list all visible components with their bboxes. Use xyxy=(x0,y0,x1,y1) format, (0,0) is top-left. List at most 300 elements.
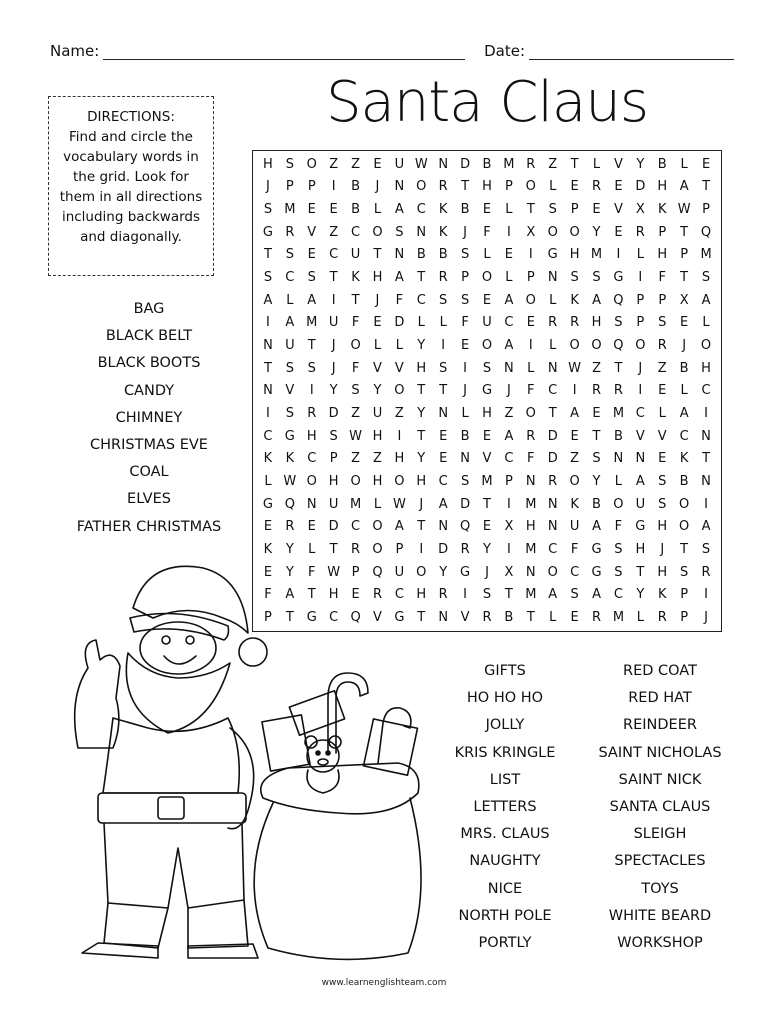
grid-letter[interactable]: Z xyxy=(592,360,601,376)
grid-letter[interactable]: Y xyxy=(417,406,426,422)
grid-letter[interactable]: S xyxy=(439,292,448,308)
grid-letter[interactable]: S xyxy=(658,496,667,512)
grid-letter[interactable]: P xyxy=(504,179,513,195)
grid-letter[interactable]: G xyxy=(394,610,405,626)
grid-letter[interactable]: E xyxy=(263,519,273,535)
grid-letter[interactable]: T xyxy=(702,451,711,467)
grid-letter[interactable]: I xyxy=(616,247,621,263)
grid-letter[interactable]: S xyxy=(460,474,470,490)
grid-letter[interactable]: E xyxy=(614,179,623,195)
grid-letter[interactable]: I xyxy=(397,428,402,444)
grid-letter[interactable]: A xyxy=(635,474,645,490)
grid-letter[interactable]: R xyxy=(438,179,448,195)
grid-letter[interactable]: C xyxy=(285,270,295,286)
grid-letter[interactable]: N xyxy=(460,451,470,467)
grid-letter[interactable]: K xyxy=(438,202,448,218)
grid-letter[interactable]: P xyxy=(264,610,272,626)
grid-letter[interactable]: R xyxy=(613,383,623,399)
grid-letter[interactable]: H xyxy=(372,474,383,490)
grid-letter[interactable]: K xyxy=(679,451,689,467)
grid-letter[interactable]: J xyxy=(331,338,336,354)
grid-letter[interactable]: S xyxy=(592,270,601,286)
grid-letter[interactable]: M xyxy=(525,587,537,603)
grid-letter[interactable]: H xyxy=(328,587,339,603)
grid-letter[interactable]: N xyxy=(263,338,273,354)
grid-letter[interactable]: O xyxy=(569,224,580,240)
grid-letter[interactable]: O xyxy=(394,383,405,399)
grid-letter[interactable]: R xyxy=(526,156,536,172)
grid-letter[interactable]: G xyxy=(635,519,646,535)
grid-letter[interactable]: R xyxy=(526,428,536,444)
grid-letter[interactable]: P xyxy=(636,315,645,331)
grid-letter[interactable]: D xyxy=(438,542,449,558)
grid-letter[interactable]: P xyxy=(658,224,667,240)
grid-letter[interactable]: N xyxy=(394,247,405,263)
grid-letter[interactable]: L xyxy=(483,247,491,263)
grid-letter[interactable]: A xyxy=(394,202,404,218)
grid-letter[interactable]: R xyxy=(438,270,448,286)
grid-letter[interactable]: E xyxy=(482,428,492,444)
grid-letter[interactable]: L xyxy=(636,610,644,626)
grid-letter[interactable]: S xyxy=(548,202,557,218)
grid-letter[interactable]: S xyxy=(570,270,579,286)
grid-letter[interactable]: S xyxy=(285,247,294,263)
grid-letter[interactable]: H xyxy=(328,474,339,490)
grid-letter[interactable]: I xyxy=(463,360,468,376)
grid-letter[interactable]: O xyxy=(350,474,361,490)
grid-letter[interactable]: A xyxy=(570,406,580,422)
grid-letter[interactable]: I xyxy=(266,315,270,331)
grid-letter[interactable]: C xyxy=(416,292,426,308)
grid-letter[interactable]: S xyxy=(614,315,623,331)
grid-letter[interactable]: J xyxy=(506,383,511,399)
grid-letter[interactable]: S xyxy=(307,360,316,376)
grid-letter[interactable]: I xyxy=(572,383,577,399)
grid-letter[interactable]: H xyxy=(657,519,668,535)
grid-letter[interactable]: A xyxy=(504,338,514,354)
grid-letter[interactable]: E xyxy=(680,315,689,331)
grid-letter[interactable]: L xyxy=(308,542,316,558)
grid-letter[interactable]: G xyxy=(547,247,558,263)
grid-letter[interactable]: E xyxy=(460,338,470,354)
grid-letter[interactable]: S xyxy=(351,383,360,399)
grid-letter[interactable]: C xyxy=(329,610,339,626)
grid-letter[interactable]: H xyxy=(394,451,405,467)
grid-letter[interactable]: J xyxy=(638,360,643,376)
grid-letter[interactable]: Z xyxy=(351,451,361,467)
grid-letter[interactable]: E xyxy=(307,202,316,218)
grid-letter[interactable]: H xyxy=(416,360,427,376)
grid-letter[interactable]: M xyxy=(306,315,318,331)
grid-letter[interactable]: R xyxy=(438,587,448,603)
grid-letter[interactable]: E xyxy=(482,202,492,218)
grid-letter[interactable]: C xyxy=(504,451,514,467)
grid-letter[interactable]: C xyxy=(613,587,623,603)
grid-letter[interactable]: B xyxy=(460,202,470,218)
grid-letter[interactable]: X xyxy=(504,519,514,535)
grid-letter[interactable]: V xyxy=(657,428,667,444)
grid-letter[interactable]: O xyxy=(372,542,383,558)
grid-letter[interactable]: H xyxy=(635,542,646,558)
grid-letter[interactable]: P xyxy=(285,179,294,195)
grid-letter[interactable]: N xyxy=(547,496,558,512)
grid-letter[interactable]: T xyxy=(307,587,316,603)
grid-letter[interactable]: L xyxy=(395,338,403,354)
grid-letter[interactable]: T xyxy=(483,496,491,512)
grid-letter[interactable]: N xyxy=(438,406,449,422)
grid-letter[interactable]: E xyxy=(658,383,667,399)
grid-letter[interactable]: Q xyxy=(284,496,295,512)
grid-letter[interactable]: L xyxy=(702,315,710,331)
grid-letter[interactable]: S xyxy=(460,292,470,308)
grid-letter[interactable]: S xyxy=(285,156,294,172)
grid-letter[interactable]: V xyxy=(285,383,295,399)
grid-letter[interactable]: T xyxy=(526,610,535,626)
grid-letter[interactable]: Q xyxy=(350,610,361,626)
grid-letter[interactable]: K xyxy=(263,542,273,558)
grid-letter[interactable]: M xyxy=(612,610,625,626)
grid-letter[interactable]: R xyxy=(285,519,295,535)
grid-letter[interactable]: T xyxy=(680,542,689,558)
grid-letter[interactable]: Y xyxy=(592,474,601,490)
grid-letter[interactable]: M xyxy=(700,247,712,263)
grid-letter[interactable]: N xyxy=(701,428,711,444)
grid-letter[interactable]: F xyxy=(570,542,579,558)
grid-letter[interactable]: L xyxy=(549,292,557,308)
grid-letter[interactable]: H xyxy=(525,519,536,535)
grid-letter[interactable]: N xyxy=(525,564,536,580)
grid-letter[interactable]: K xyxy=(657,202,667,218)
grid-letter[interactable]: A xyxy=(504,292,514,308)
grid-letter[interactable]: I xyxy=(528,338,533,354)
grid-letter[interactable]: F xyxy=(614,519,623,535)
grid-letter[interactable]: T xyxy=(417,383,426,399)
grid-letter[interactable]: V xyxy=(482,451,492,467)
grid-letter[interactable]: T xyxy=(461,179,470,195)
grid-letter[interactable]: A xyxy=(592,587,601,603)
grid-letter[interactable]: I xyxy=(266,406,270,422)
grid-letter[interactable]: Z xyxy=(657,360,667,376)
grid-letter[interactable]: M xyxy=(525,496,537,512)
grid-letter[interactable]: S xyxy=(263,202,273,218)
grid-letter[interactable]: S xyxy=(307,270,316,286)
grid-letter[interactable]: F xyxy=(461,315,469,331)
grid-letter[interactable]: Z xyxy=(548,156,558,172)
grid-letter[interactable]: X xyxy=(504,564,514,580)
grid-letter[interactable]: V xyxy=(613,156,623,172)
grid-letter[interactable]: B xyxy=(351,179,361,195)
grid-letter[interactable]: K xyxy=(570,496,579,512)
grid-letter[interactable]: S xyxy=(614,564,623,580)
grid-letter[interactable]: W xyxy=(283,474,297,490)
grid-letter[interactable]: Z xyxy=(351,156,361,172)
grid-letter[interactable]: Q xyxy=(372,564,383,580)
grid-letter[interactable]: S xyxy=(460,247,470,263)
grid-letter[interactable]: O xyxy=(481,270,493,286)
grid-letter[interactable]: U xyxy=(372,406,383,422)
grid-letter[interactable]: H xyxy=(263,156,273,172)
grid-letter[interactable]: T xyxy=(636,564,645,580)
grid-letter[interactable]: R xyxy=(591,383,602,399)
grid-letter[interactable]: O xyxy=(547,224,558,240)
grid-letter[interactable]: R xyxy=(657,338,667,354)
grid-letter[interactable]: T xyxy=(329,542,338,558)
grid-letter[interactable]: K xyxy=(570,292,579,308)
grid-letter[interactable]: H xyxy=(657,179,668,195)
grid-letter[interactable]: G xyxy=(306,610,317,626)
grid-letter[interactable]: N xyxy=(263,383,273,399)
grid-letter[interactable]: A xyxy=(285,315,295,331)
grid-letter[interactable]: J xyxy=(375,179,380,195)
grid-letter[interactable]: E xyxy=(570,428,579,444)
grid-letter[interactable]: D xyxy=(328,406,339,422)
grid-letter[interactable]: L xyxy=(680,383,688,399)
grid-letter[interactable]: I xyxy=(638,383,643,399)
grid-letter[interactable]: R xyxy=(548,315,558,331)
grid-letter[interactable]: E xyxy=(570,610,579,626)
grid-letter[interactable]: N xyxy=(547,519,558,535)
grid-letter[interactable]: X xyxy=(679,292,689,308)
grid-letter[interactable]: U xyxy=(328,315,339,331)
grid-letter[interactable]: R xyxy=(372,587,382,603)
grid-letter[interactable]: F xyxy=(527,383,535,399)
grid-letter[interactable]: O xyxy=(569,338,580,354)
grid-letter[interactable]: E xyxy=(373,156,382,172)
grid-letter[interactable]: G xyxy=(613,270,624,286)
grid-letter[interactable]: J xyxy=(419,496,424,512)
grid-letter[interactable]: E xyxy=(263,564,273,580)
grid-letter[interactable]: N xyxy=(504,360,514,376)
grid-letter[interactable]: S xyxy=(658,474,667,490)
date-field[interactable] xyxy=(529,43,734,60)
grid-letter[interactable]: D xyxy=(328,519,339,535)
grid-letter[interactable]: H xyxy=(591,315,602,331)
grid-letter[interactable]: V xyxy=(613,202,623,218)
grid-letter[interactable]: P xyxy=(329,451,338,467)
grid-letter[interactable]: M xyxy=(284,202,296,218)
grid-letter[interactable]: O xyxy=(613,496,624,512)
grid-letter[interactable]: N xyxy=(547,360,558,376)
grid-letter[interactable]: R xyxy=(460,542,470,558)
grid-letter[interactable]: E xyxy=(504,247,513,263)
grid-letter[interactable]: H xyxy=(416,474,427,490)
grid-letter[interactable]: C xyxy=(329,247,339,263)
grid-letter[interactable]: O xyxy=(372,519,383,535)
grid-letter[interactable]: S xyxy=(570,587,579,603)
grid-letter[interactable]: P xyxy=(395,542,404,558)
grid-letter[interactable]: J xyxy=(704,610,708,626)
grid-letter[interactable]: B xyxy=(460,428,470,444)
grid-letter[interactable]: I xyxy=(638,270,643,286)
grid-letter[interactable]: G xyxy=(591,564,602,580)
grid-letter[interactable]: R xyxy=(285,224,295,240)
grid-letter[interactable]: T xyxy=(263,360,272,376)
grid-letter[interactable]: J xyxy=(463,383,468,399)
grid-letter[interactable]: M xyxy=(525,542,537,558)
grid-letter[interactable]: I xyxy=(506,496,511,512)
grid-letter[interactable]: Y xyxy=(417,451,426,467)
grid-letter[interactable]: F xyxy=(483,224,491,240)
grid-letter[interactable]: L xyxy=(549,338,557,354)
grid-letter[interactable]: N xyxy=(525,474,536,490)
grid-letter[interactable]: C xyxy=(394,587,404,603)
grid-letter[interactable]: F xyxy=(395,292,404,308)
grid-letter[interactable]: B xyxy=(613,428,623,444)
grid-letter[interactable]: E xyxy=(373,315,382,331)
grid-letter[interactable]: E xyxy=(307,519,316,535)
grid-letter[interactable]: B xyxy=(416,247,426,263)
grid-letter[interactable]: F xyxy=(308,564,316,580)
grid-letter[interactable]: I xyxy=(704,587,708,603)
grid-letter[interactable]: O xyxy=(569,474,580,490)
grid-letter[interactable]: R xyxy=(701,564,711,580)
grid-letter[interactable]: N xyxy=(438,156,449,172)
grid-letter[interactable]: L xyxy=(373,496,382,512)
grid-letter[interactable]: H xyxy=(416,587,427,603)
grid-letter[interactable]: N xyxy=(438,519,449,535)
grid-letter[interactable]: E xyxy=(329,202,338,218)
grid-letter[interactable]: N xyxy=(613,451,624,467)
grid-letter[interactable]: O xyxy=(635,338,646,354)
grid-letter[interactable]: G xyxy=(262,496,273,512)
grid-letter[interactable]: R xyxy=(591,179,602,195)
grid-letter[interactable]: K xyxy=(351,270,360,286)
grid-letter[interactable]: E xyxy=(592,406,601,422)
grid-letter[interactable]: R xyxy=(635,224,645,240)
grid-letter[interactable]: Y xyxy=(636,587,645,603)
grid-letter[interactable]: M xyxy=(590,247,603,263)
grid-letter[interactable]: V xyxy=(460,610,470,626)
grid-letter[interactable]: P xyxy=(658,292,667,308)
grid-letter[interactable]: I xyxy=(704,406,708,422)
grid-letter[interactable]: A xyxy=(679,179,689,195)
grid-letter[interactable]: Y xyxy=(285,564,294,580)
grid-letter[interactable]: C xyxy=(351,224,361,240)
grid-letter[interactable]: G xyxy=(481,383,493,399)
grid-letter[interactable]: F xyxy=(351,315,360,331)
grid-letter[interactable]: O xyxy=(306,156,317,172)
grid-letter[interactable]: R xyxy=(548,474,558,490)
grid-letter[interactable]: O xyxy=(525,179,536,195)
grid-letter[interactable]: M xyxy=(612,406,625,422)
grid-letter[interactable]: Z xyxy=(329,224,339,240)
grid-letter[interactable]: Z xyxy=(504,406,514,422)
grid-letter[interactable]: G xyxy=(460,564,471,580)
grid-letter[interactable]: R xyxy=(482,610,492,626)
grid-letter[interactable]: T xyxy=(614,360,623,376)
grid-letter[interactable]: K xyxy=(263,451,273,467)
grid-letter[interactable]: D xyxy=(460,156,471,172)
grid-letter[interactable]: O xyxy=(679,519,690,535)
grid-letter[interactable]: V xyxy=(307,224,317,240)
grid-letter[interactable]: E xyxy=(526,315,535,331)
grid-letter[interactable]: T xyxy=(680,270,689,286)
grid-letter[interactable]: T xyxy=(417,610,426,626)
grid-letter[interactable]: O xyxy=(416,564,427,580)
grid-letter[interactable]: P xyxy=(307,179,316,195)
grid-letter[interactable]: X xyxy=(526,224,536,240)
grid-letter[interactable]: Y xyxy=(483,542,491,558)
grid-letter[interactable]: F xyxy=(264,587,272,603)
grid-letter[interactable]: B xyxy=(679,360,689,376)
grid-letter[interactable]: O xyxy=(416,179,427,195)
grid-letter[interactable]: I xyxy=(506,224,511,240)
grid-letter[interactable]: O xyxy=(481,338,493,354)
grid-letter[interactable]: Y xyxy=(417,338,426,354)
grid-letter[interactable]: A xyxy=(592,292,601,308)
grid-letter[interactable]: S xyxy=(329,428,338,444)
grid-letter[interactable]: W xyxy=(568,360,582,376)
grid-letter[interactable]: L xyxy=(264,474,272,490)
grid-letter[interactable]: C xyxy=(263,428,273,444)
grid-letter[interactable]: E xyxy=(701,156,711,172)
grid-letter[interactable]: S xyxy=(263,270,273,286)
grid-letter[interactable]: Y xyxy=(636,156,645,172)
grid-letter[interactable]: B xyxy=(592,496,601,512)
grid-letter[interactable]: L xyxy=(549,610,557,626)
grid-letter[interactable]: S xyxy=(592,451,601,467)
grid-letter[interactable]: B xyxy=(351,202,361,218)
grid-letter[interactable]: G xyxy=(284,428,295,444)
grid-letter[interactable]: O xyxy=(394,474,405,490)
grid-letter[interactable]: O xyxy=(700,338,712,354)
grid-letter[interactable]: O xyxy=(306,474,317,490)
grid-letter[interactable]: N xyxy=(306,496,317,512)
grid-letter[interactable]: B xyxy=(438,247,448,263)
grid-letter[interactable]: W xyxy=(392,496,406,512)
grid-letter[interactable]: R xyxy=(570,315,580,331)
grid-letter[interactable]: I xyxy=(419,542,424,558)
grid-letter[interactable]: C xyxy=(351,519,361,535)
grid-letter[interactable]: Z xyxy=(351,406,361,422)
grid-letter[interactable]: A xyxy=(307,292,317,308)
grid-letter[interactable]: I xyxy=(463,587,468,603)
grid-letter[interactable]: J xyxy=(485,564,489,580)
grid-letter[interactable]: L xyxy=(614,474,623,490)
grid-letter[interactable]: U xyxy=(635,496,646,512)
grid-letter[interactable]: Q xyxy=(613,292,624,308)
grid-letter[interactable]: C xyxy=(504,315,514,331)
grid-letter[interactable]: M xyxy=(503,156,515,172)
grid-letter[interactable]: P xyxy=(702,202,710,218)
grid-letter[interactable]: P xyxy=(680,610,689,626)
grid-letter[interactable]: N xyxy=(635,451,646,467)
grid-letter[interactable]: C xyxy=(438,474,448,490)
grid-letter[interactable]: C xyxy=(635,406,645,422)
grid-letter[interactable]: H xyxy=(701,360,711,376)
grid-letter[interactable]: N xyxy=(547,270,558,286)
grid-letter[interactable]: H xyxy=(372,270,383,286)
grid-letter[interactable]: J xyxy=(682,338,687,354)
grid-letter[interactable]: O xyxy=(372,224,383,240)
grid-letter[interactable]: W xyxy=(414,156,428,172)
grid-letter[interactable]: Y xyxy=(592,224,601,240)
grid-letter[interactable]: Z xyxy=(570,451,580,467)
grid-letter[interactable]: F xyxy=(658,270,666,286)
grid-letter[interactable]: W xyxy=(327,564,341,580)
grid-letter[interactable]: L xyxy=(439,315,447,331)
grid-letter[interactable]: T xyxy=(702,179,711,195)
grid-letter[interactable]: N xyxy=(701,474,711,490)
grid-letter[interactable]: A xyxy=(701,519,711,535)
grid-letter[interactable]: T xyxy=(570,156,579,172)
grid-letter[interactable]: A xyxy=(679,406,689,422)
grid-letter[interactable]: I xyxy=(309,383,314,399)
grid-letter[interactable]: A xyxy=(285,587,295,603)
grid-letter[interactable]: J xyxy=(463,224,468,240)
grid-letter[interactable]: O xyxy=(525,292,536,308)
grid-letter[interactable]: Q xyxy=(700,224,712,240)
